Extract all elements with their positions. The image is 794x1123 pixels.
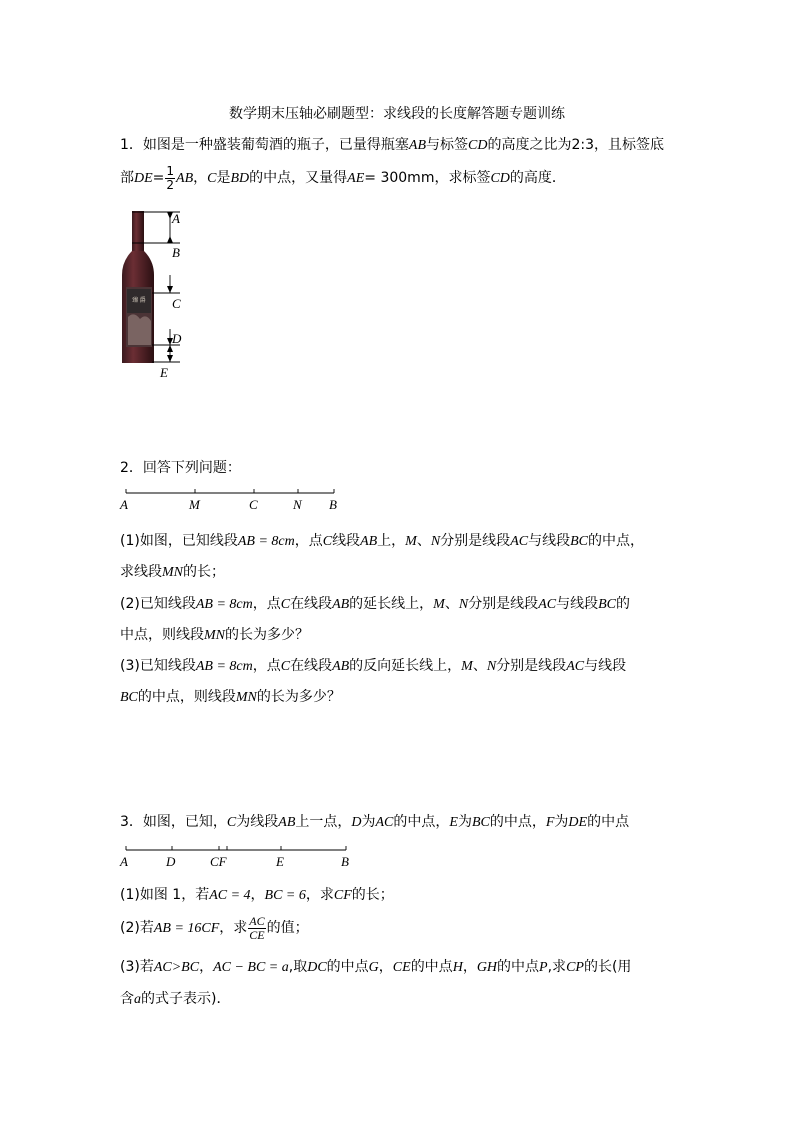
text: 1．如图是一种盛装葡萄酒的瓶子，已量得瓶塞 [120, 137, 409, 153]
fraction-den: CE [249, 927, 265, 942]
seg-label-a: A [120, 854, 128, 869]
text: ，求标签 [434, 170, 491, 186]
math: G [368, 960, 379, 975]
math: N [430, 534, 441, 549]
seg-label-d: D [166, 854, 176, 869]
text: 是 [216, 170, 231, 186]
math: BC [471, 815, 490, 830]
math: MN [235, 690, 257, 705]
math: DC [307, 960, 327, 975]
q1-line2 [120, 161, 566, 195]
q2-heading: 2．回答下列问题： [120, 460, 241, 476]
q1-line1 [120, 134, 664, 154]
text: 含 [120, 991, 134, 1007]
seg-label-n: N [293, 497, 302, 512]
math: AC [510, 534, 529, 549]
text: (2)若 [120, 920, 154, 936]
text: 与线段 [584, 658, 627, 674]
text: 的中点 [587, 814, 630, 830]
text: 分别是线段 [496, 658, 567, 674]
math: AC [566, 659, 585, 674]
math: BD [230, 171, 250, 186]
fraction [248, 915, 265, 942]
math: D [351, 815, 362, 830]
bottle-icon [122, 211, 154, 363]
q2-part1-line1 [120, 530, 644, 550]
math: N [458, 597, 469, 612]
text: ,求 [547, 959, 567, 975]
math: C [322, 534, 333, 549]
text: 的长(用 [583, 959, 632, 975]
math: AB [332, 597, 350, 612]
text: ，点 [252, 596, 281, 612]
text: 上一点， [295, 814, 352, 830]
text: 、 [416, 533, 431, 549]
label-b: B [172, 245, 180, 260]
seg-label-m: M [189, 497, 200, 512]
math: AB [408, 138, 427, 153]
math: C [226, 815, 237, 830]
math: P [539, 960, 548, 975]
label-e: E [160, 365, 168, 380]
math: GH [476, 960, 498, 975]
text: 为 [554, 814, 569, 830]
text: 求线段 [120, 564, 162, 580]
text: 在线段 [290, 596, 333, 612]
q2-part1-line2 [120, 561, 225, 581]
text: ，且标签底 [594, 137, 664, 153]
label-a: A [172, 211, 180, 226]
text: (3)若 [120, 959, 154, 975]
bottle-label-text: 臻 爵 [132, 298, 146, 304]
fraction-den: 2 [166, 177, 175, 192]
text: (3)已知线段 [120, 658, 196, 674]
math: BC [120, 690, 138, 705]
text: ,取 [288, 959, 308, 975]
math: C [207, 171, 217, 186]
text: ， [378, 959, 393, 975]
text: (1)如图 1，若 [120, 887, 210, 903]
math: M [461, 659, 473, 674]
text: 在线段 [290, 658, 333, 674]
math: DE [134, 171, 153, 186]
text: 的长； [183, 564, 225, 580]
text: ， [199, 959, 214, 975]
label-c: C [172, 296, 181, 311]
math: CD [490, 171, 510, 186]
text: 分别是线段 [440, 533, 511, 549]
q2-part3-line2 [120, 686, 341, 706]
text: ，求 [305, 887, 334, 903]
text: (1)如图，已知线段 [120, 533, 238, 549]
q2-part2-line1 [120, 593, 630, 613]
math: AC = 4 [209, 888, 251, 903]
page-title: 数学期末压轴必刷题型：求线段的长度解答题专题训练 [229, 106, 565, 122]
text: 的长为多少？ [225, 627, 309, 643]
q3-heading [120, 811, 629, 831]
text: 的高度． [509, 170, 566, 186]
text: 上， [377, 533, 406, 549]
text: 、 [472, 658, 487, 674]
text: 的中点， [393, 814, 450, 830]
math: MN [162, 565, 183, 580]
math: H [452, 960, 463, 975]
text: 的中点 [497, 959, 540, 975]
math: AB [176, 171, 194, 186]
text: 的中点， [489, 814, 546, 830]
math: CF [333, 888, 352, 903]
math: BC = 6 [264, 888, 306, 903]
fraction-num: AC [249, 913, 265, 928]
text: 的值； [266, 920, 309, 936]
math: N [486, 659, 497, 674]
text: 的 [615, 596, 630, 612]
text: ， [250, 887, 265, 903]
text: 为 [361, 814, 376, 830]
q3-part3-line1 [120, 956, 631, 976]
text: 部 [120, 170, 134, 186]
text: 的中点， [587, 533, 644, 549]
text: 的中点 [326, 959, 369, 975]
text: 分别是线段 [468, 596, 539, 612]
text: 为 [457, 814, 472, 830]
text: 为线段 [236, 814, 279, 830]
text: ， [462, 959, 477, 975]
text: 与线段 [528, 533, 571, 549]
q3-part1 [120, 884, 394, 904]
text: ，点 [252, 658, 281, 674]
text: (2)已知线段 [120, 596, 196, 612]
math: M [405, 534, 417, 549]
label-d: D [172, 331, 182, 346]
math: E [449, 815, 458, 830]
math: DE [568, 815, 588, 830]
math: AB [360, 534, 378, 549]
math: CE [392, 960, 411, 975]
q3-part3-line2 [120, 988, 230, 1008]
math: AB [332, 659, 350, 674]
math: AB = 8cm [195, 597, 253, 612]
math: AC − BC = a [213, 960, 289, 975]
text: ，点 [294, 533, 323, 549]
math: CD [468, 138, 488, 153]
text: 的高度之比为 [487, 137, 572, 153]
math: CP [566, 960, 584, 975]
text: 的长； [351, 887, 394, 903]
wine-bottle-figure [118, 205, 198, 380]
math: MN [204, 628, 225, 643]
text: 与标签 [426, 137, 469, 153]
seg-label-cf: CF [210, 854, 227, 869]
math: AC [375, 815, 394, 830]
fraction [165, 165, 175, 192]
seg-label-a: A [120, 497, 128, 512]
text: 的中点，则线段 [137, 689, 236, 705]
math: a [134, 992, 141, 1007]
math: AC>BC [153, 960, 200, 975]
text: 3．如图，已知， [120, 814, 227, 830]
math: AB [278, 815, 296, 830]
text: 的反向延长线上， [349, 658, 462, 674]
text: 的中点，又量得 [249, 170, 348, 186]
math: 2:3 [571, 137, 594, 153]
text: 的延长线上， [349, 596, 434, 612]
math: AC [538, 597, 557, 612]
text: 的式子表示)． [141, 991, 231, 1007]
math: M [433, 597, 445, 612]
text: 线段 [332, 533, 361, 549]
text: 、 [444, 596, 459, 612]
text: 中点，则线段 [120, 627, 204, 643]
math: AB = 16CF [153, 921, 220, 936]
seg-label-b: B [329, 497, 337, 512]
math: BC [570, 534, 588, 549]
q3-segment-figure [118, 842, 368, 872]
math: = 300mm [364, 170, 435, 186]
q2-part3-line1 [120, 655, 626, 675]
math: = [152, 170, 165, 186]
math: AB = 8cm [195, 659, 253, 674]
math: F [545, 815, 555, 830]
seg-label-e: E [276, 854, 284, 869]
q2-segment-figure [118, 485, 358, 515]
text: 的长为多少？ [256, 689, 341, 705]
seg-label-c: C [249, 497, 258, 512]
math: AE [347, 171, 365, 186]
math: AB = 8cm [237, 534, 295, 549]
math: C [280, 597, 291, 612]
text: 与线段 [556, 596, 599, 612]
text: 的中点 [410, 959, 453, 975]
math: BC [598, 597, 616, 612]
q2-part2-line2 [120, 624, 309, 644]
text: ， [193, 170, 208, 186]
q3-part2 [120, 911, 309, 945]
seg-label-b: B [341, 854, 349, 869]
fraction-num: 1 [166, 163, 175, 178]
math: C [280, 659, 291, 674]
text: ，求 [219, 920, 248, 936]
